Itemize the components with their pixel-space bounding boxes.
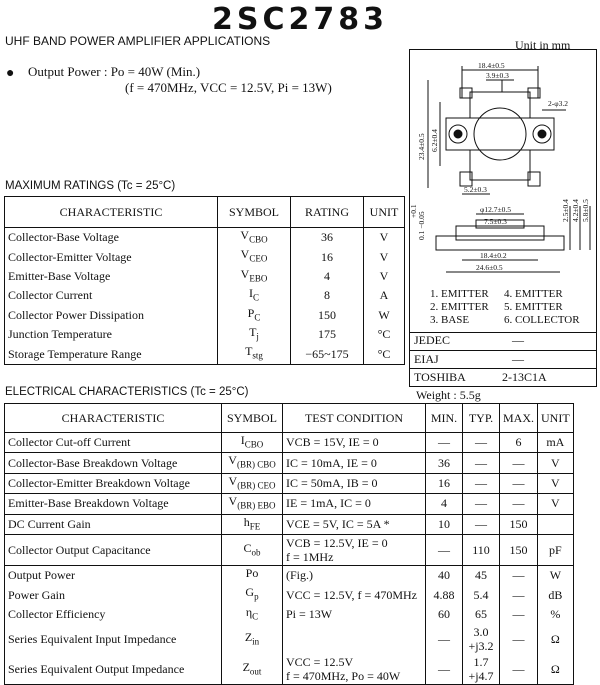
cell-unit: °C [364, 344, 405, 364]
cell-min: 10 [426, 514, 463, 534]
cell-rating: 175 [291, 325, 364, 344]
package-outline-svg [410, 50, 596, 290]
cell-unit: °C [364, 325, 405, 344]
cell-symbol: $T_{stg}$ [218, 344, 291, 364]
cell-symbol: $T_j$ [218, 325, 291, 344]
dim-height-side-1: 2.5±0.4 [561, 199, 570, 222]
cell-unit: A [364, 286, 405, 305]
part-number-title: 2SC2783 [212, 2, 388, 37]
standard-row-eiaj [410, 350, 596, 368]
cell-symbol: $P_C$ [218, 306, 291, 325]
standard-value: ― [512, 333, 524, 347]
cell-typ: ― [463, 433, 500, 453]
cell-min: 60 [426, 605, 463, 624]
cell-characteristic: Collector Current [5, 286, 218, 305]
table-row [5, 565, 574, 585]
standard-label: EIAJ [414, 352, 439, 366]
max-ratings-table [4, 196, 405, 365]
cell-symbol: $V_{(BR) EBO}$ [222, 494, 283, 514]
electrical-table [4, 403, 574, 685]
unit-label: Unit in mm [515, 38, 571, 52]
cell-symbol: $C_{ob}$ [222, 534, 283, 565]
cell-test-condition: VCE = 5V, IC = 5A * [283, 514, 426, 534]
table-row [5, 605, 574, 624]
table-row [5, 344, 405, 364]
table-row [5, 325, 405, 344]
dim-cap-diameter: φ12.7±0.5 [480, 205, 511, 214]
cell-rating: 16 [291, 247, 364, 266]
cell-symbol: $\eta_C$ [222, 605, 283, 624]
cell-min: ― [426, 534, 463, 565]
pin-label-1: 1. EMITTER [430, 288, 489, 300]
cell-typ: 5.4 [463, 585, 500, 604]
cell-test-condition: IC = 50mA, IB = 0 [283, 473, 426, 493]
cell-typ: 3.0 +j3.2 [463, 624, 500, 654]
cell-characteristic: Power Gain [5, 585, 222, 604]
cell-typ: 65 [463, 605, 500, 624]
dim-thickness: 0.1 −0.05 [417, 211, 426, 240]
cell-characteristic: Collector-Base Breakdown Voltage [5, 453, 222, 473]
cell-unit: V [364, 247, 405, 266]
cell-symbol: $I_C$ [218, 286, 291, 305]
dim-height: 23.4±0.5 [417, 133, 426, 160]
cell-symbol: $V_{CBO}$ [218, 228, 291, 248]
cell-typ: 1.7 +j4.7 [463, 654, 500, 685]
dim-height-side-3: 5.8±0.5 [581, 199, 590, 222]
dim-height-inner: 6.2±0.4 [430, 129, 439, 152]
cell-max: ― [500, 453, 538, 473]
header-characteristic: CHARACTERISTIC [5, 404, 222, 433]
table-row [5, 453, 574, 473]
pin-label-2: 2. EMITTER [430, 301, 489, 313]
cell-unit: V [538, 473, 574, 493]
standard-value: 2-13C1A [502, 370, 547, 384]
cell-max: ― [500, 565, 538, 585]
cell-characteristic: Collector Cut-off Current [5, 433, 222, 453]
cell-typ: 110 [463, 534, 500, 565]
cell-test-condition: Pi = 13W [283, 605, 426, 624]
table-row [5, 534, 574, 565]
cell-test-condition: VCC = 12.5V, f = 470MHz [283, 585, 426, 604]
cell-rating: 150 [291, 306, 364, 325]
cell-test-condition: VCC = 12.5V f = 470MHz, Po = 40W [283, 654, 426, 685]
cell-max: ― [500, 654, 538, 685]
cell-symbol: $V_{(BR) CEO}$ [222, 473, 283, 493]
cell-symbol: Po [222, 565, 283, 585]
cell-min: 4 [426, 494, 463, 514]
cell-min: ― [426, 433, 463, 453]
cell-max: 150 [500, 534, 538, 565]
cell-symbol: $Z_{out}$ [222, 654, 283, 685]
header-test-condition: TEST CONDITION [283, 404, 426, 433]
application-heading: UHF BAND POWER AMPLIFIER APPLICATIONS [5, 34, 271, 48]
cell-test-condition: VCB = 15V, IE = 0 [283, 433, 426, 453]
standard-row-toshiba [410, 368, 596, 386]
cell-characteristic: Output Power [5, 565, 222, 585]
cell-min: 4.88 [426, 585, 463, 604]
cell-typ: ― [463, 473, 500, 493]
cell-max: ― [500, 624, 538, 654]
cell-max: ― [500, 585, 538, 604]
cell-min: ― [426, 624, 463, 654]
table-row [5, 494, 574, 514]
cell-test-condition: IC = 10mA, IE = 0 [283, 453, 426, 473]
cell-test-condition [283, 624, 426, 654]
cell-symbol: $V_{CEO}$ [218, 247, 291, 266]
standard-label: JEDEC [414, 333, 450, 347]
header-unit: UNIT [364, 197, 405, 228]
table-row [5, 585, 574, 604]
cell-unit: V [538, 494, 574, 514]
cell-characteristic: Collector Output Capacitance [5, 534, 222, 565]
header-characteristic: CHARACTERISTIC [5, 197, 218, 228]
cell-unit: W [364, 306, 405, 325]
cell-symbol: $V_{(BR) CBO}$ [222, 453, 283, 473]
cell-characteristic: Junction Temperature [5, 325, 218, 344]
table-row [5, 654, 574, 685]
dim-thickness-tol: +0.1 [409, 204, 418, 218]
dim-side-width: 18.4±0.2 [480, 251, 507, 260]
dim-height-side-2: 4.2±0.4 [571, 199, 580, 222]
cell-characteristic: DC Current Gain [5, 514, 222, 534]
table-row [5, 514, 574, 534]
table-row [5, 286, 405, 305]
cell-unit: Ω [538, 654, 574, 685]
cell-characteristic: Storage Temperature Range [5, 344, 218, 364]
cell-min: 36 [426, 453, 463, 473]
header-max: MAX. [500, 404, 538, 433]
cell-unit: V [538, 453, 574, 473]
cell-rating: 4 [291, 267, 364, 286]
cell-max: ― [500, 473, 538, 493]
header-rating: RATING [291, 197, 364, 228]
cell-test-condition: VCB = 12.5V, IE = 0 f = 1MHz [283, 534, 426, 565]
cell-typ: ― [463, 453, 500, 473]
pin-label-5: 5. EMITTER [504, 301, 563, 313]
cell-unit: Ω [538, 624, 574, 654]
table-row [5, 306, 405, 325]
cell-test-condition: IE = 1mA, IC = 0 [283, 494, 426, 514]
package-weight: Weight : 5.5g [416, 388, 481, 402]
dim-lead-width: 3.9±0.3 [486, 71, 509, 80]
max-ratings-title: MAXIMUM RATINGS (Tc = 25°C) [5, 180, 176, 192]
cell-max: ― [500, 605, 538, 624]
cell-unit: V [364, 267, 405, 286]
header-unit: UNIT [538, 404, 574, 433]
dim-side-total: 24.6±0.5 [476, 263, 503, 272]
standard-value: ― [512, 352, 524, 366]
cell-characteristic: Emitter-Base Breakdown Voltage [5, 494, 222, 514]
cell-symbol: $V_{EBO}$ [218, 267, 291, 286]
header-typ: TYP. [463, 404, 500, 433]
pin-label-6: 6. COLLECTOR [504, 314, 580, 326]
standard-label: TOSHIBA [414, 370, 466, 384]
cell-unit: % [538, 605, 574, 624]
cell-characteristic: Emitter-Base Voltage [5, 267, 218, 286]
cell-characteristic: Collector Efficiency [5, 605, 222, 624]
electrical-title: ELECTRICAL CHARACTERISTICS (Tc = 25°C) [5, 386, 249, 398]
table-row [5, 228, 405, 248]
cell-characteristic: Collector-Emitter Voltage [5, 247, 218, 266]
cell-characteristic: Series Equivalent Input Impedance [5, 624, 222, 654]
cell-characteristic: Collector Power Dissipation [5, 306, 218, 325]
package-drawing [410, 50, 596, 333]
cell-min: 40 [426, 565, 463, 585]
cell-characteristic: Collector-Base Voltage [5, 228, 218, 248]
cell-max: 150 [500, 514, 538, 534]
cell-symbol: $G_p$ [222, 585, 283, 604]
pin-label-4: 4. EMITTER [504, 288, 563, 300]
cell-unit: mA [538, 433, 574, 453]
table-row [5, 624, 574, 654]
cell-typ: 45 [463, 565, 500, 585]
table-row [5, 267, 405, 286]
cell-characteristic: Collector-Emitter Breakdown Voltage [5, 473, 222, 493]
cell-min: 16 [426, 473, 463, 493]
cell-test-condition: (Fig.) [283, 565, 426, 585]
dim-hole: 2-φ3.2 [548, 99, 568, 108]
header-symbol: SYMBOL [218, 197, 291, 228]
dim-width-top: 18.4±0.5 [478, 61, 505, 70]
dim-cap-width: 7.5±0.3 [484, 217, 507, 226]
bullet-icon: ● [6, 64, 15, 80]
table-row [5, 433, 574, 453]
feature-output-power: Output Power : Po = 40W (Min.) [28, 64, 201, 79]
pin-label-3: 3. BASE [430, 314, 470, 326]
table-row [5, 247, 405, 266]
cell-rating: 8 [291, 286, 364, 305]
cell-rating: 36 [291, 228, 364, 248]
table-header-row [5, 197, 405, 228]
cell-characteristic: Series Equivalent Output Impedance [5, 654, 222, 685]
table-row [5, 473, 574, 493]
cell-min: ― [426, 654, 463, 685]
cell-max: 6 [500, 433, 538, 453]
dim-lead-spacing: 5.2±0.3 [464, 185, 487, 194]
cell-typ: ― [463, 514, 500, 534]
cell-unit: dB [538, 585, 574, 604]
cell-symbol: $h_{FE}$ [222, 514, 283, 534]
cell-symbol: $Z_{in}$ [222, 624, 283, 654]
cell-typ: ― [463, 494, 500, 514]
cell-unit: pF [538, 534, 574, 565]
table-header-row [5, 404, 574, 433]
feature-conditions: (f = 470MHz, VCC = 12.5V, Pi = 13W) [125, 80, 332, 95]
cell-unit: W [538, 565, 574, 585]
cell-rating: −65~175 [291, 344, 364, 364]
header-symbol: SYMBOL [222, 404, 283, 433]
cell-unit: V [364, 228, 405, 248]
cell-max: ― [500, 494, 538, 514]
standard-row-jedec [410, 332, 596, 349]
package-outline-box [409, 49, 597, 387]
header-min: MIN. [426, 404, 463, 433]
cell-unit [538, 514, 574, 534]
cell-symbol: $I_{CBO}$ [222, 433, 283, 453]
